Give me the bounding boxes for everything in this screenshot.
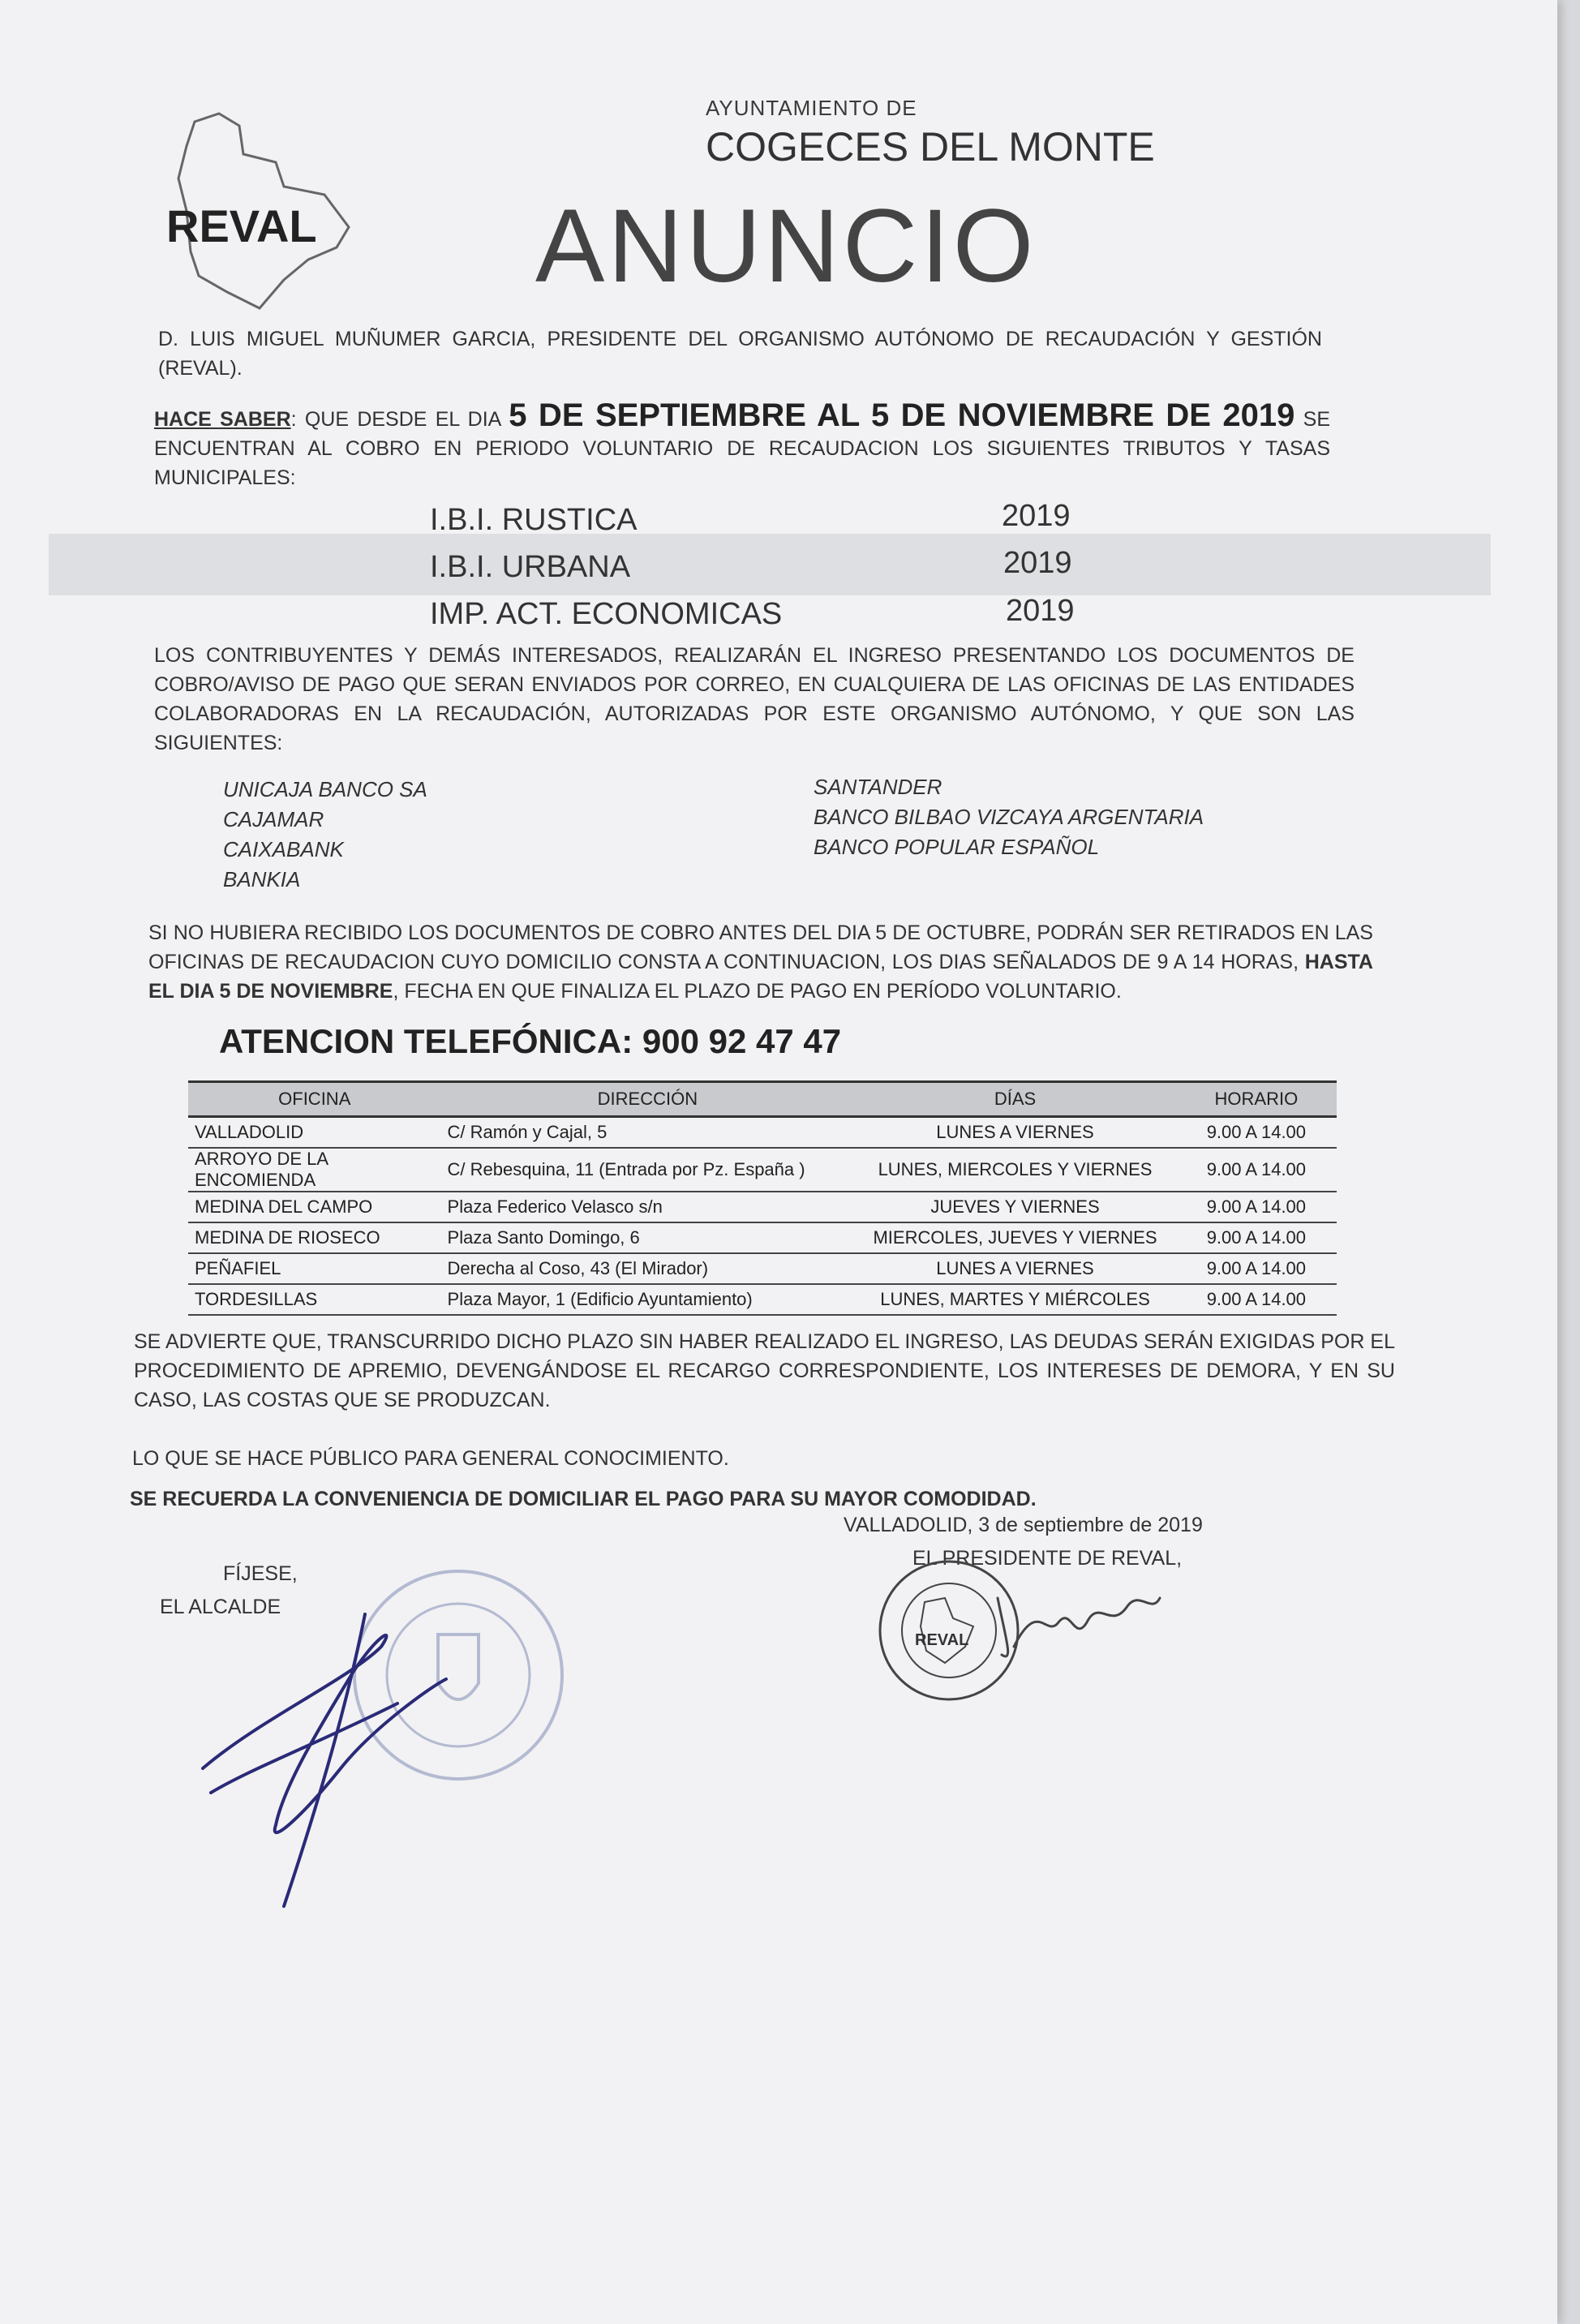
hace-saber-label: HACE SABER: [154, 408, 291, 431]
offices-table: [188, 1080, 1337, 1316]
address-cell: C/ Rebesquina, 11 (Entrada por Pz. España ): [441, 1148, 855, 1192]
retiro-paragraph: [148, 918, 1373, 1006]
address-cell: C/ Ramón y Cajal, 5: [441, 1117, 855, 1149]
place-date: VALLADOLID, 3 de septiembre de 2019: [844, 1514, 1203, 1536]
column-header: DIRECCIÓN: [441, 1082, 855, 1117]
fijese-label: FÍJESE,: [223, 1562, 298, 1585]
reval-logo: [162, 105, 381, 316]
bank-name: CAIXABANK: [223, 837, 344, 861]
table-row: [188, 1117, 1337, 1149]
tax-name: IMP. ACT. ECONOMICAS: [430, 597, 783, 631]
bank-name: UNICAJA BANCO SA: [223, 777, 427, 801]
bank-name: BANCO POPULAR ESPAÑOL: [814, 835, 1100, 859]
tax-name: I.B.I. RUSTICA: [430, 503, 638, 537]
days-cell: MIERCOLES, JUEVES Y VIERNES: [854, 1222, 1175, 1253]
banks-left-list: [223, 777, 427, 897]
president-signature: [981, 1566, 1168, 1679]
retiro-text: SI NO HUBIERA RECIBIDO LOS DOCUMENTOS DE COBRO ANTES DEL DIA 5 DE OCTUBRE, PODRÁN SER RETIRADOS EN LAS OFICINAS DE RECAUDACION CUYO DOMICILIO CONSTA A CONTINUACION, LOS DIAS SEÑALADOS DE 9 A 14 HORAS,: [148, 921, 1373, 973]
bank-name: BANKIA: [223, 867, 301, 891]
office-cell: MEDINA DE RIOSECO: [188, 1222, 441, 1253]
page-title: ANUNCIO: [535, 188, 1037, 304]
days-cell: JUEVES Y VIERNES: [854, 1192, 1175, 1222]
publico-paragraph: LO QUE SE HACE PÚBLICO PARA GENERAL CONOCIMIENTO.: [132, 1447, 729, 1470]
hours-cell: 9.00 A 14.00: [1176, 1192, 1337, 1222]
phone-heading: ATENCION TELEFÓNICA: 900 92 47 47: [219, 1022, 842, 1060]
logo-text: REVAL: [166, 200, 317, 251]
hours-cell: 9.00 A 14.00: [1176, 1117, 1337, 1149]
banks-right-list: [814, 775, 1204, 865]
tax-year: 2019: [1003, 546, 1072, 580]
advierte-paragraph: SE ADVIERTE QUE, TRANSCURRIDO DICHO PLAZO SIN HABER REALIZADO EL INGRESO, LAS DEUDAS SERÁN EXIGIDAS POR EL PROCEDIMIENTO DE APREMIO, DEVENGÁNDOSE EL RECARGO CORRESPONDIENTE, LOS INTERESES DE DEMORA, Y EN SU CASO, LAS COSTAS QUE SE PRODUZCAN.: [134, 1330, 1395, 1411]
seal-logo-text: REVAL: [915, 1631, 969, 1649]
hours-cell: 9.00 A 14.00: [1176, 1148, 1337, 1192]
column-header: DÍAS: [854, 1082, 1175, 1117]
column-header: OFICINA: [188, 1082, 441, 1117]
mayor-signature: [187, 1582, 454, 1922]
hours-cell: 9.00 A 14.00: [1176, 1284, 1337, 1315]
highlight-band: [49, 534, 1491, 595]
table-row: [188, 1148, 1337, 1192]
office-cell: ARROYO DE LA ENCOMIENDA: [188, 1148, 441, 1192]
office-cell: TORDESILLAS: [188, 1284, 441, 1315]
collection-dates: 5 DE SEPTIEMBRE AL 5 DE NOVIEMBRE DE 2019: [509, 397, 1295, 433]
days-cell: LUNES, MIERCOLES Y VIERNES: [854, 1148, 1175, 1192]
office-cell: VALLADOLID: [188, 1117, 441, 1149]
address-cell: Plaza Mayor, 1 (Edificio Ayuntamiento): [441, 1284, 855, 1315]
tax-name: I.B.I. URBANA: [430, 550, 631, 584]
contribuyentes-paragraph: LOS CONTRIBUYENTES Y DEMÁS INTERESADOS, REALIZARÁN EL INGRESO PRESENTANDO LOS DOCUMENTOS DE COBRO/AVISO DE PAGO QUE SERAN ENVIADOS POR CORREO, EN CUALQUIERA DE LAS OFICINAS DE LAS ENTIDADES COLABORADORAS EN LA RECAUDACIÓN, AUTORIZADAS POR ESTE ORGANISMO AUTÓNOMO, Y QUE SON LAS SIGUIENTES:: [154, 644, 1355, 754]
column-header: HORARIO: [1176, 1082, 1337, 1117]
bank-name: BANCO BILBAO VIZCAYA ARGENTARIA: [814, 805, 1204, 829]
office-cell: PEÑAFIEL: [188, 1253, 441, 1284]
tax-year: 2019: [1002, 499, 1071, 533]
days-cell: LUNES A VIERNES: [854, 1117, 1175, 1149]
town-name: COGECES DEL MONTE: [706, 124, 1155, 170]
tax-year: 2019: [1006, 594, 1075, 628]
hace-saber-rest: SE ENCUENTRAN AL COBRO EN PERIODO VOLUNTARIO DE RECAUDACION LOS SIGUIENTES TRIBUTOS Y TASAS MUNICIPALES:: [154, 408, 1331, 489]
address-cell: Plaza Federico Velasco s/n: [441, 1192, 855, 1222]
table-row: [188, 1222, 1337, 1253]
retiro-tail: , FECHA EN QUE FINALIZA EL PLAZO DE PAGO EN PERÍODO VOLUNTARIO.: [393, 980, 1122, 1003]
offices-rows: [188, 1117, 1337, 1316]
intro-paragraph: D. LUIS MIGUEL MUÑUMER GARCIA, PRESIDENTE DEL ORGANISMO AUTÓNOMO DE RECAUDACIÓN Y GESTIÓN (REVAL).: [158, 328, 1322, 380]
table-row: [188, 1253, 1337, 1284]
office-cell: MEDINA DEL CAMPO: [188, 1192, 441, 1222]
hace-saber-paragraph: [154, 397, 1331, 492]
days-cell: LUNES, MARTES Y MIÉRCOLES: [854, 1284, 1175, 1315]
domiciliar-paragraph: SE RECUERDA LA CONVENIENCIA DE DOMICILIAR EL PAGO PARA SU MAYOR COMODIDAD.: [130, 1488, 1037, 1510]
table-row: [188, 1192, 1337, 1222]
hours-cell: 9.00 A 14.00: [1176, 1222, 1337, 1253]
bank-name: SANTANDER: [814, 775, 942, 799]
days-cell: LUNES A VIERNES: [854, 1253, 1175, 1284]
signer-role: EL PRESIDENTE DE REVAL,: [912, 1547, 1183, 1570]
table-header-row: [188, 1082, 1337, 1117]
address-cell: Plaza Santo Domingo, 6: [441, 1222, 855, 1253]
org-label: AYUNTAMIENTO DE: [706, 96, 917, 120]
hours-cell: 9.00 A 14.00: [1176, 1253, 1337, 1284]
address-cell: Derecha al Coso, 43 (El Mirador): [441, 1253, 855, 1284]
table-row: [188, 1284, 1337, 1315]
retiro-deadline: HASTA EL DIA 5 DE NOVIEMBRE: [148, 951, 1373, 1003]
hace-saber-lead: : QUE DESDE EL DIA: [290, 408, 509, 431]
alcalde-label: EL ALCALDE: [160, 1596, 281, 1618]
bank-name: CAJAMAR: [223, 807, 324, 831]
